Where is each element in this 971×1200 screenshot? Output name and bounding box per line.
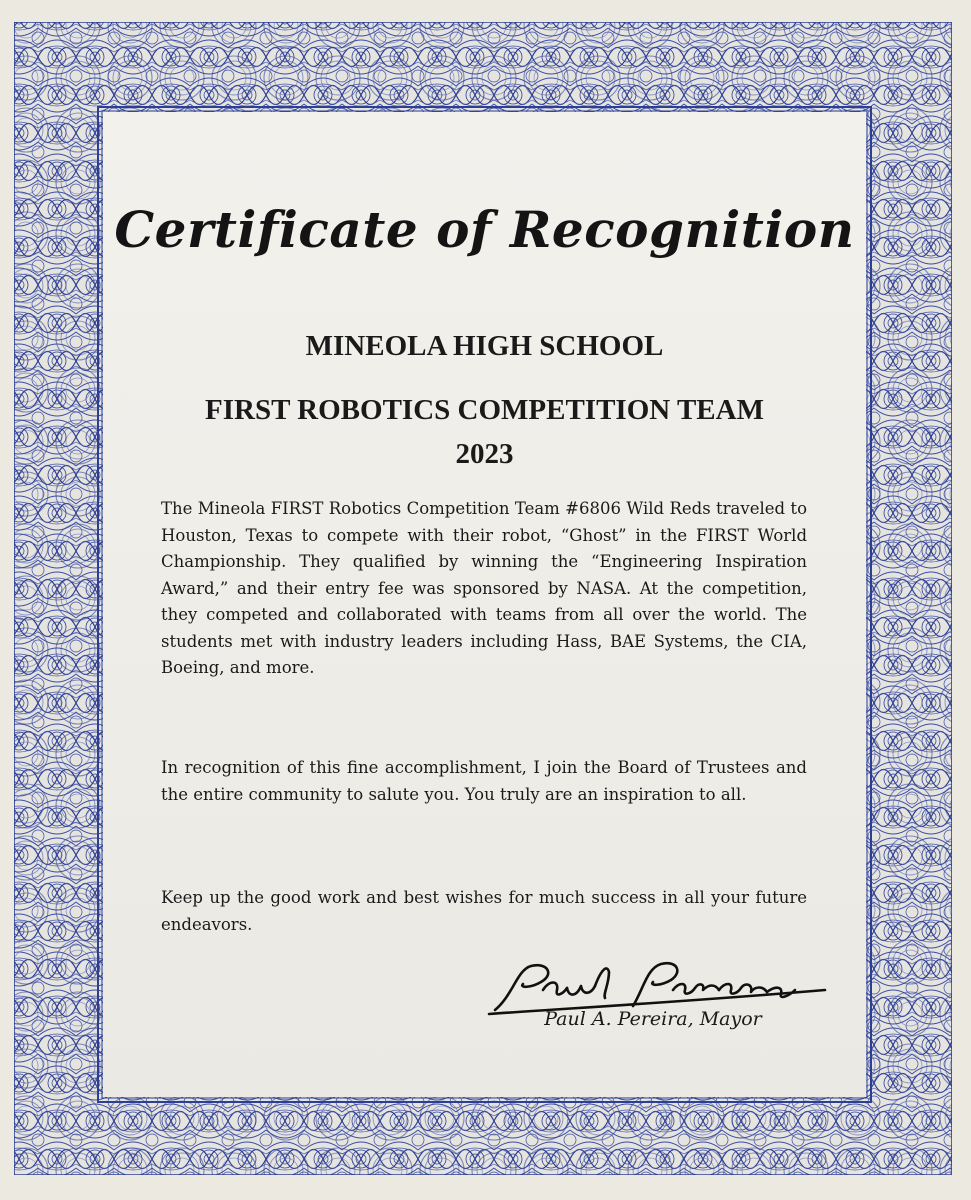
body-paragraph-2: In recognition of this fine accomplishment, I join the Board of Trustees and the entire community to salute you. You truly are an inspiration to all. (161, 758, 807, 804)
certificate-body (103, 112, 866, 1097)
team-name: FIRST ROBOTICS COMPETITION TEAM (205, 394, 764, 426)
school-name: MINEOLA HIGH SCHOOL (305, 330, 664, 362)
certificate-year: 2023 (455, 438, 514, 470)
body-paragraph-1: The Mineola FIRST Robotics Competition Team #6806 Wild Reds traveled to Houston, Texas to compete with their robot, “Ghost” in the FIRST World Championship. They qualified by winning the “Engineering Inspiration Award,” and their entry fee was sponsored by NASA. At the competition, they competed and collaborated with teams from all over the world. The students met with industry leaders including Hass, BAE Systems, the CIA, Boeing, and more. (161, 499, 807, 677)
signer-name: Paul A. Pereira, Mayor (544, 1008, 762, 1030)
body-paragraph-3: Keep up the good work and best wishes for much success in all your future endeavors. (161, 888, 807, 934)
certificate-title: Certificate of Recognition (114, 200, 855, 259)
